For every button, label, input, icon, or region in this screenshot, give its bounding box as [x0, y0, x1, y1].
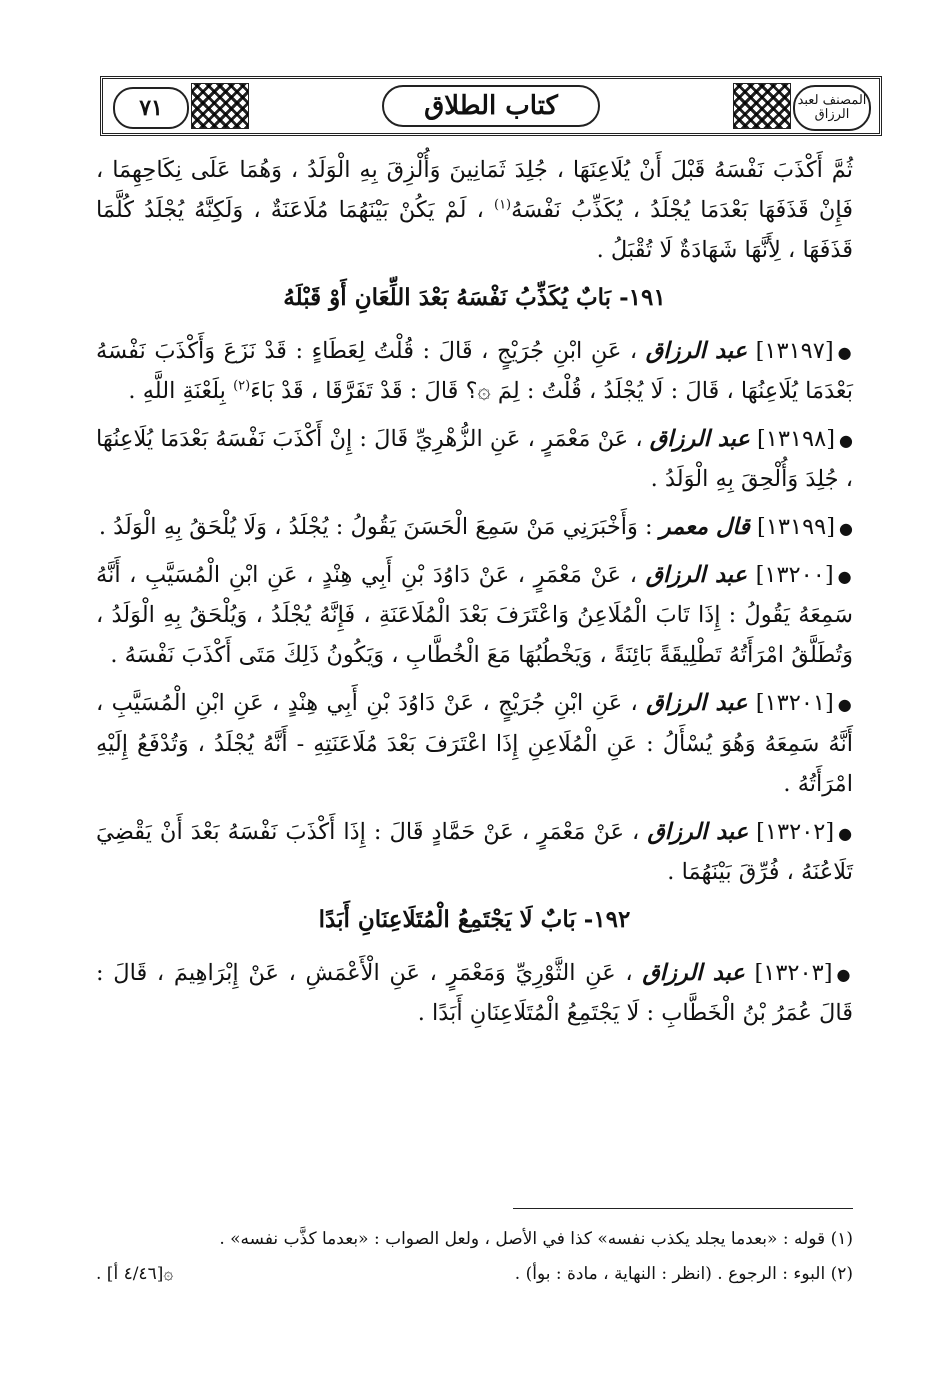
entry-number: [١٣٢٠١] — [755, 690, 834, 717]
entry-author: عبد الرزاق — [645, 562, 747, 589]
hadith-entry: ●[١٣٢٠٠] عبد الرزاق ، عَنْ مَعْمَرٍ ، عَنْ دَاوُدَ بْنِ أَبِي هِنْدٍ ، عَنِ ابْنِ الْمُسَيَّبِ ، أَنَّهُ سَمِعَهُ يَقُولُ : إِذَا تَابَ الْمُلَاعِنُ وَاعْتَرَفَ بَعْدَ الْمُلَاعَنَةِ ، فَإِنَّهُ يُجْلَدُ ، وَيُلْحَقُ بِهِ الْوَلَدُ ، وَتُطَلَّقُ امْرَأَتُهُ تَطْلِيقَةً بَائِنَةً ، وَيَخْطُبُهَا مَعَ الْخُطَّابِ ، وَيَكُونُ ذَلِكَ مَتَى أَكْذَبَ نَفْسَهُ . — [96, 562, 853, 669]
hadith-entry: ●[١٣٢٠٢] عبد الرزاق ، عَنْ مَعْمَرٍ ، عَنْ حَمَّادٍ قَالَ : إِذَا أَكْذَبَ نَفْسَهُ بَعْدَ أَنْ يَقْضِيَ تَلَاعُنَهُ ، فُرِّقَ بَيْنَهُمَا . — [96, 818, 853, 885]
entry-number: [١٣١٩٩] — [757, 514, 836, 541]
entry-author: عبد الرزاق — [649, 426, 750, 453]
chapter-title: كتاب الطلاق — [382, 85, 600, 127]
page-header — [100, 76, 882, 136]
footnote-ref-2: (٢) — [233, 378, 251, 394]
hadith-entry: ●[١٣١٩٨] عبد الرزاق ، عَنْ مَعْمَرٍ ، عَنِ الزُّهْرِيِّ قَالَ : إِنْ أَكْذَبَ نَفْسَهُ بَعْدَمَا يُلَاعِنُهَا ، جُلِدَ وَأُلْحِقَ بِهِ الْوَلَدُ . — [96, 426, 853, 493]
entry-author: عبد الرزاق — [642, 959, 745, 986]
page-number: ٧١ — [113, 87, 189, 129]
entry-number: [١٣٢٠٠] — [755, 562, 834, 589]
entry-number: [١٣١٩٧] — [755, 338, 834, 365]
hadith-entry: ●[١٣٢٠٣] عبد الرزاق ، عَنِ الثَّوْرِيِّ وَمَعْمَرٍ ، عَنِ الْأَعْمَشِ ، عَنْ إِبْرَاهِيمَ ، قَالَ : قَالَ عُمَرُ بْنُ الْخَطَّابِ : لَا يَجْتَمِعُ الْمُتَلَاعِنَانِ أَبَدًا . — [96, 959, 853, 1026]
bullet-icon: ● — [838, 823, 853, 843]
entry-author: عبد الرزاق — [647, 818, 749, 845]
entry-author: قال معمر — [659, 514, 750, 541]
hadith-entry: ●[١٣١٩٩] قال معمر : وَأَخْبَرَنِي مَنْ سَمِعَ الْحَسَنَ يَقُولُ : يُجْلَدُ ، وَلَا يُلْحَقُ بِهِ الْوَلَدُ . — [98, 514, 853, 541]
entry-number: [١٣١٩٨] — [756, 426, 835, 453]
entry-number: [١٣٢٠٢] — [756, 818, 835, 845]
manuscript-ref: ۞[٤/٤٦ أ] . — [96, 1263, 174, 1284]
page-body — [96, 150, 853, 1041]
bullet-icon: ● — [837, 567, 853, 587]
footnote-row — [96, 1257, 853, 1292]
entry-author: عبد الرزاق — [646, 690, 748, 717]
footnote-divider — [513, 1208, 853, 1209]
entry-author: عبد الرزاق — [645, 338, 748, 365]
bullet-icon: ● — [837, 695, 853, 715]
footnotes — [96, 1222, 853, 1292]
hadith-entry: ●[١٣٢٠١] عبد الرزاق ، عَنِ ابْنِ جُرَيْجٍ ، عَنْ دَاوُدَ بْنِ أَبِي هِنْدٍ ، عَنِ ابْنِ الْمُسَيَّبِ ، أَنَّهُ سَمِعَهُ وَهُوَ يُسْأَلُ : عَنِ الْمُلَاعِنِ إِذَا اعْتَرَفَ بَعْدَ مُلَاعَنَتِهِ - أَنَّهُ يُجْلَدُ ، وَتُدْفَعُ إِلَيْهِ امْرَأَتُهُ . — [96, 690, 853, 797]
opening-paragraph: ثُمَّ أَكْذَبَ نَفْسَهُ قَبْلَ أَنْ يُلَاعِنَهَا ، جُلِدَ ثَمَانِينَ وَأُلْزِقَ بِهِ الْوَلَدُ ، وَهُمَا عَلَى نِكَاحِهِمَا ، فَإِنْ قَذَفَهَا بَعْدَمَا يُجْلَدُ ، يُكَذِّبُ نَفْسَهُ$^{(١)}$ ، لَمْ يَكُنْ بَيْنَهُمَا مُلَاعَنَةٌ ، وَلَكِنَّهُ يُجْلَدُ كُلَّمَا قَذَفَهَا ، لِأَنَّهَا شَهَادَةٌ لَا تُقْبَلُ . — [96, 157, 854, 264]
entry-number: [١٣٢٠٣] — [754, 959, 833, 986]
bullet-icon: ● — [838, 431, 853, 451]
hadith-entry: ●[١٣١٩٧] عبد الرزاق ، عَنِ ابْنِ جُرَيْجٍ ، قَالَ : قُلْتُ لِعَطَاءٍ : قَدْ نَزَعَ وَأَكْذَبَ نَفْسَهُ بَعْدَمَا يُلَاعِنُهَا ، قَالَ : لَا يُجْلَدُ ، قُلْتُ : لِمَ ۞؟ قَالَ : قَدْ تَفَرَّقَا ، قَدْ بَاءَ$^{(٢)}$ بِلَعْنَةِ اللَّهِ . — [96, 338, 853, 405]
section-heading-191: ١٩١- بَابٌ يُكَذِّبُ نَفْسَهُ بَعْدَ اللِّعَانِ أَوْ قَبْلَهُ — [283, 284, 666, 312]
bullet-icon: ● — [837, 343, 853, 363]
bullet-icon: ● — [839, 519, 853, 539]
footnote-1: (١) قوله : «بعدما يجلد يكذب نفسه» كذا في الأصل ، ولعل الصواب : «بعدما كذَّب نفسه» . — [219, 1229, 853, 1249]
section-heading-192: ١٩٢- بَابٌ لَا يَجْتَمِعُ الْمُتَلَاعِنَانِ أَبَدًا — [318, 905, 631, 933]
footnote-2: (٢) البوء : الرجوع . (انظر : النهاية ، مادة : بوأ) . — [514, 1263, 853, 1284]
bullet-icon: ● — [836, 964, 853, 984]
footnote-ref-1: (١) — [493, 197, 512, 213]
book-emblem: المصنف لعبد الرزاق — [793, 85, 871, 131]
